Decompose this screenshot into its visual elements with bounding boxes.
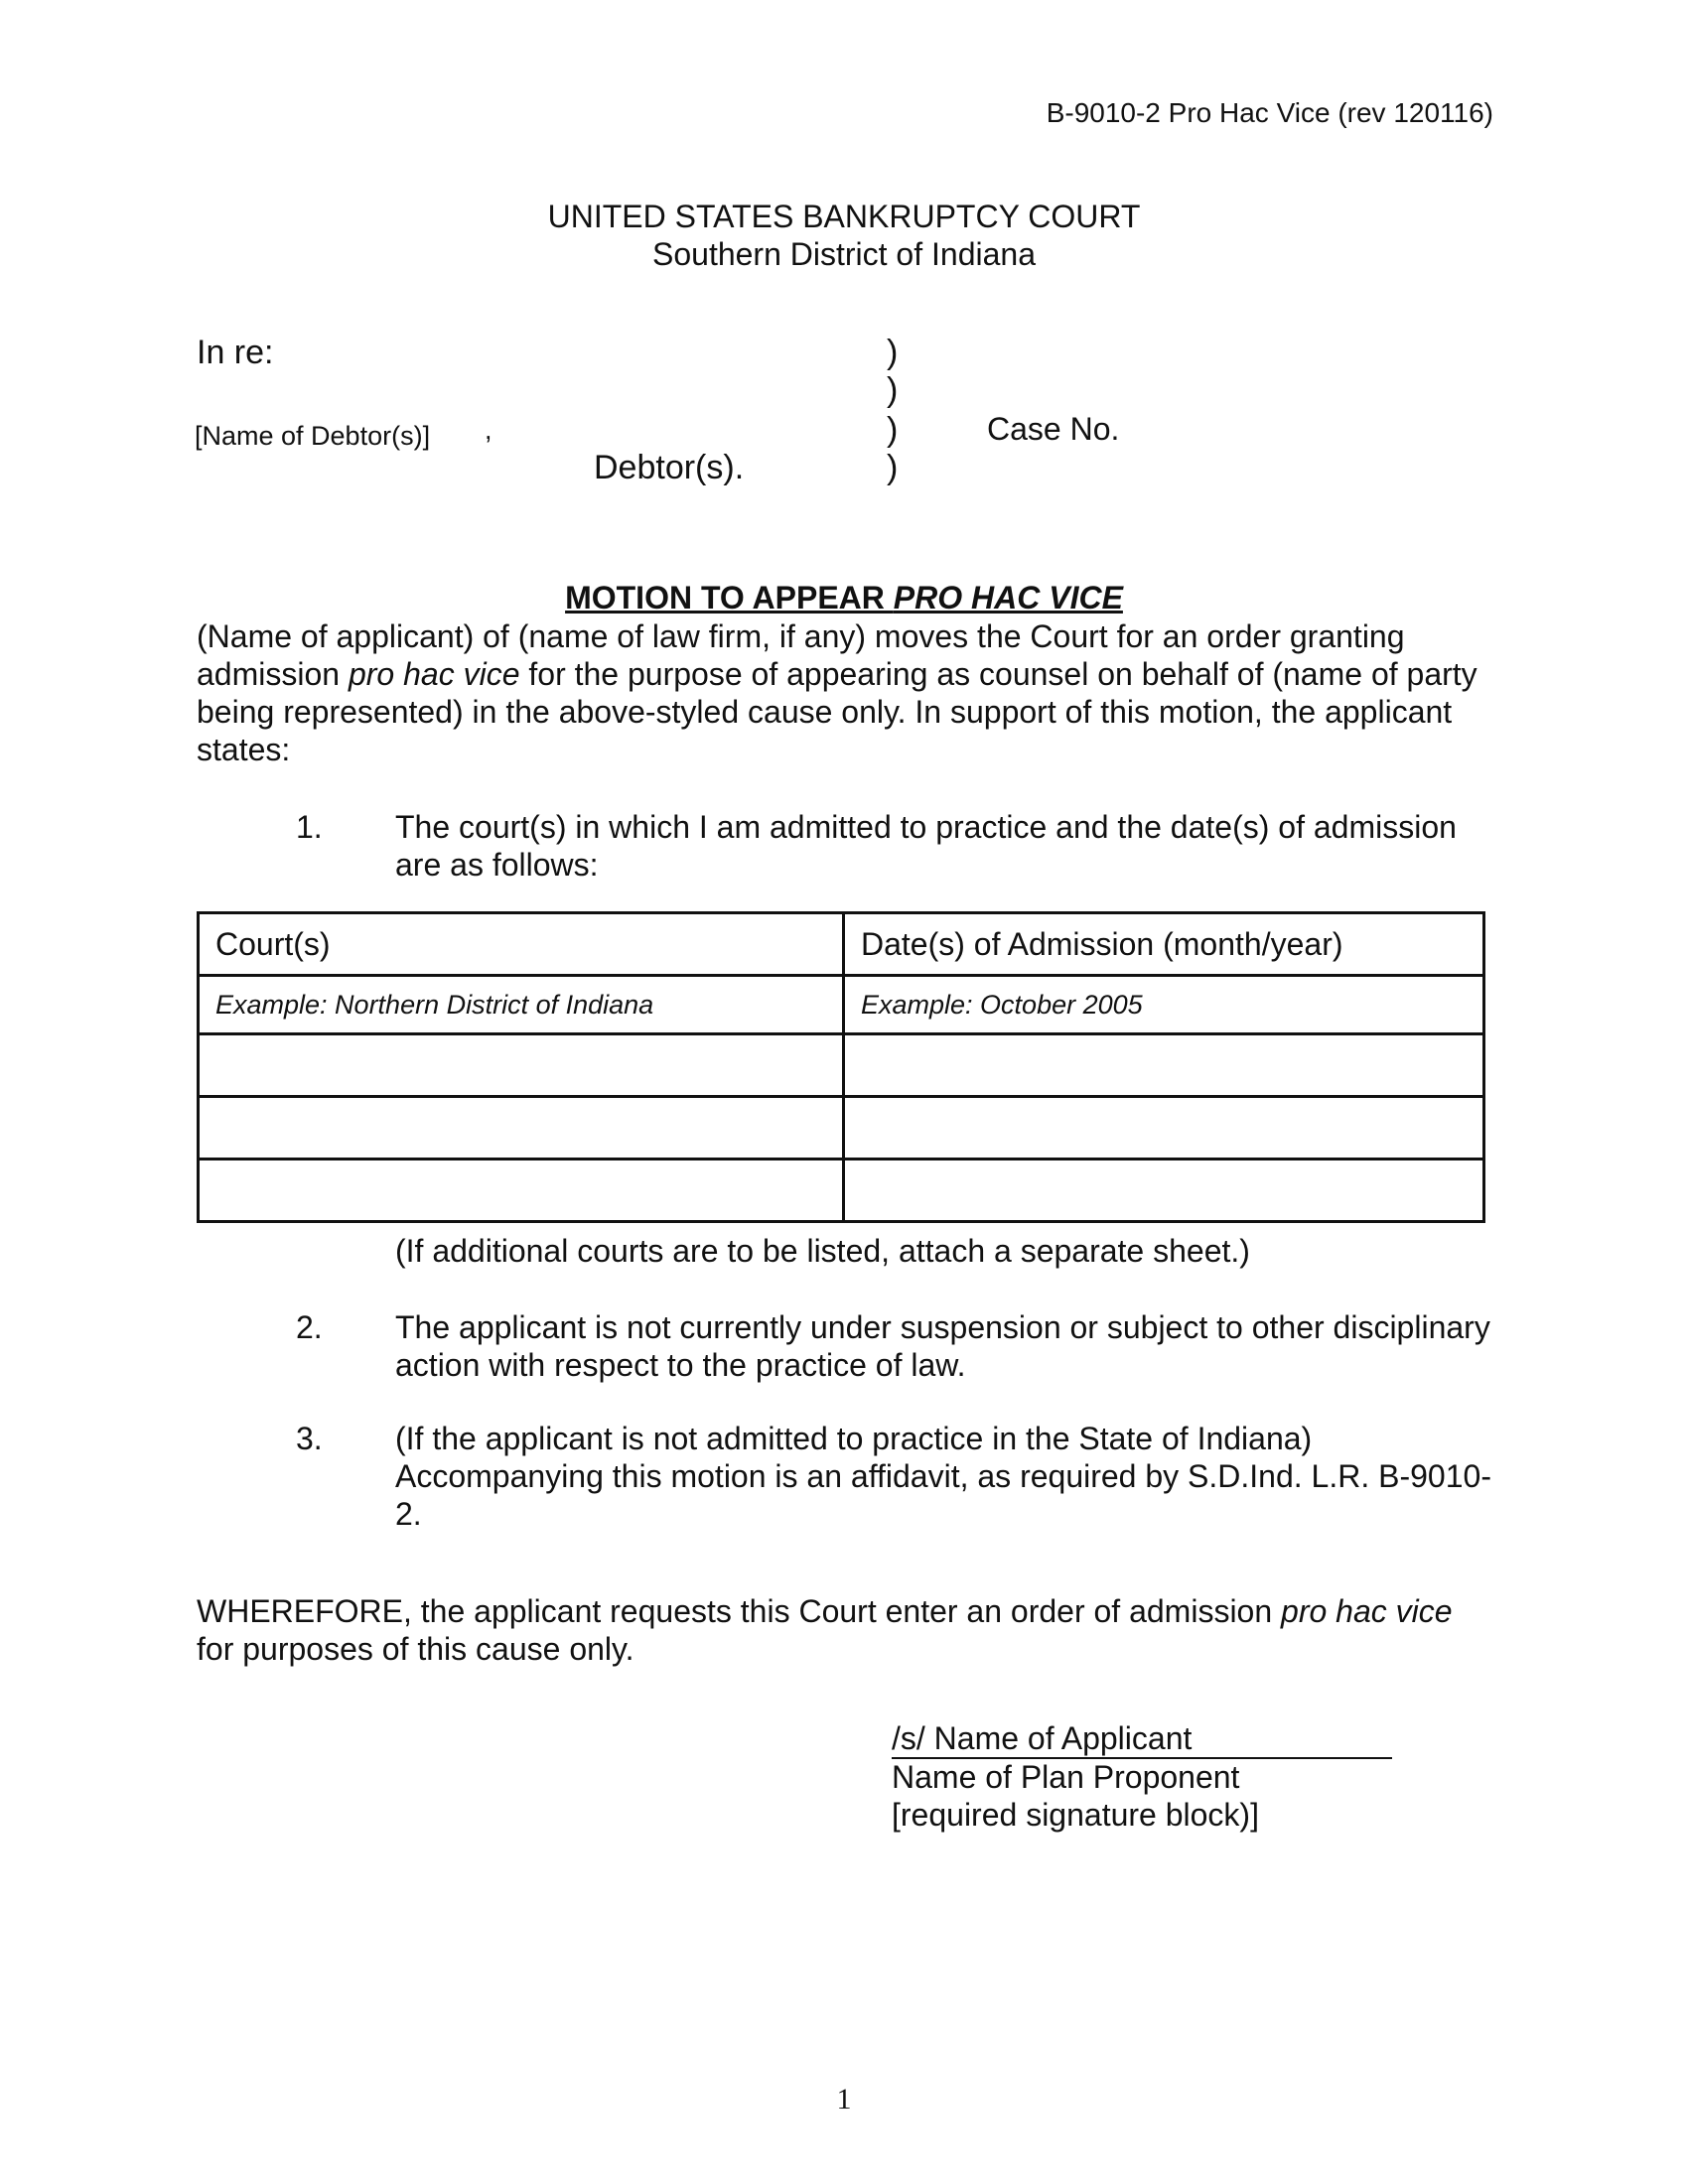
wherefore-italic-1: pro hac [1281,1593,1387,1629]
motion-title-italic: PRO HAC VICE [893,580,1123,615]
in-re-label: In re: [197,334,274,371]
case-number-field[interactable]: Case No. [987,411,1120,447]
table-row [199,1160,1484,1222]
date-entry-cell[interactable] [844,1034,1484,1097]
debtor-comma: , [485,415,492,445]
page-number: 1 [836,2083,852,2116]
intro-paragraph [197,617,1507,768]
court-entry-cell[interactable] [199,1160,844,1222]
wherefore-space [1387,1593,1396,1629]
signature-proponent: Name of Plan Proponent [892,1759,1240,1795]
debtor-name-field[interactable]: [Name of Debtor(s)] [195,421,431,451]
motion-title [0,580,1688,616]
table-row [199,1034,1484,1097]
motion-title-prefix: MOTION TO APPEAR [565,580,894,615]
table-header-row [199,913,1484,976]
item-1-text: The court(s) in which I am admitted to practice and the date(s) of admission are as follows: [395,809,1457,883]
wherefore-part1: WHEREFORE, the applicant requests this Court enter an order of admission [197,1593,1282,1629]
intro-italic: pro hac vice [348,656,520,692]
intro-part2: for the purpose of appearing as counsel on behalf of (name of party being represented) in the above-styled cause only. In support of this motion, the applicant states: [197,656,1477,767]
item-1-number: 1. [296,809,323,845]
table-header-dates: Date(s) of Admission (month/year) [844,913,1484,976]
item-2-text: The applicant is not currently under suspension or subject to other disciplinary action with respect to the practice of law. [395,1309,1490,1383]
wherefore-part2: for purposes of this cause only. [197,1631,634,1667]
wherefore-italic-2: vice [1395,1593,1453,1629]
caption-parenthesis: ) [887,334,899,371]
signature-line[interactable]: /s/ Name of Applicant [892,1719,1392,1759]
intro-part1: (Name of applicant) of (name of law firm, if any) moves the Court for an order granting admission [197,618,1405,692]
admissions-table [197,911,1485,1223]
table-example-date: Example: October 2005 [844,976,1484,1034]
form-identifier: B-9010-2 Pro Hac Vice (rev 120116) [1046,97,1493,128]
item-3-number: 3. [296,1421,323,1456]
court-name: UNITED STATES BANKRUPTCY COURT [547,199,1141,234]
caption-parenthesis: ) [887,449,899,486]
court-entry-cell[interactable] [199,1034,844,1097]
item-2-number: 2. [296,1309,323,1345]
debtor-label: Debtor(s). [594,449,745,486]
table-example-row [199,976,1484,1034]
caption-parenthesis: ) [887,371,899,409]
wherefore-paragraph [197,1592,1487,1668]
table-row [199,1097,1484,1160]
court-entry-cell[interactable] [199,1097,844,1160]
date-entry-cell[interactable] [844,1097,1484,1160]
table-header-courts: Court(s) [199,913,844,976]
table-note: (If additional courts are to be listed, attach a separate sheet.) [395,1233,1250,1269]
table-example-court: Example: Northern District of Indiana [199,976,844,1034]
caption-parenthesis: ) [887,411,899,449]
court-district: Southern District of Indiana [652,236,1036,272]
signature-block-note: [required signature block)] [892,1797,1259,1833]
date-entry-cell[interactable] [844,1160,1484,1222]
item-3-text: (If the applicant is not admitted to practice in the State of Indiana) Accompanying this motion is an affidavit, as required by S.D.Ind. L.R. B-9010-2. [395,1421,1491,1532]
